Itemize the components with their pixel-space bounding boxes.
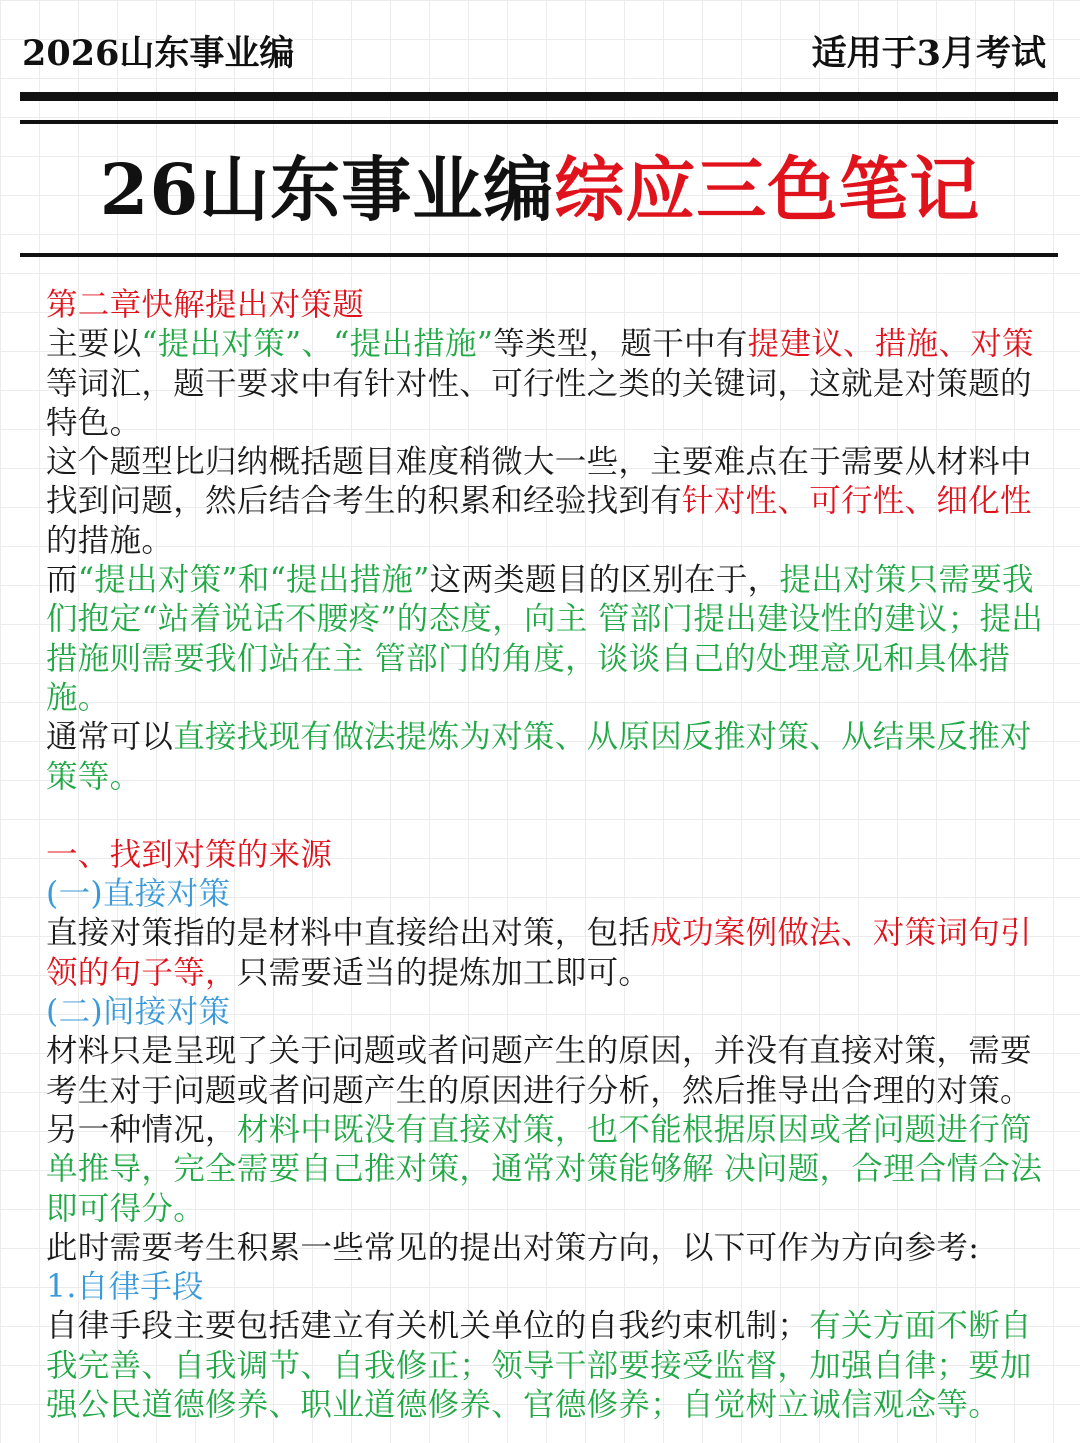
header-left-text: 2026山东事业编	[22, 33, 295, 74]
paragraph-directions: 此时需要考生积累一些常见的提出对策方向，以下可作为方向参考:	[46, 1229, 980, 1266]
subsection-title-direct: (一)直接对策	[46, 876, 231, 913]
p1-text-a: 主要以	[46, 326, 142, 363]
p4-highlight: 直接找现有做法提炼为对策、从原因反推对策、从结果反推对策等。	[46, 719, 1032, 795]
paragraph-direct	[46, 914, 1046, 993]
p1-highlight-types: “提出对策”、“提出措施”	[141, 326, 494, 363]
p6-text-a: 材料只是呈现了关于问题或者问题产生的原因，并没有直接对策，需要考生对于问题或者问题产生的原因进行分析，然后推导出合理的对策。另一种情况，	[46, 1033, 1032, 1148]
paragraph-methods	[46, 718, 1046, 797]
header-bar	[22, 26, 1046, 78]
paragraph-self-discipline	[46, 1307, 1046, 1425]
chapter-title: 第二章快解提出对策题	[46, 287, 365, 323]
p8-text-a: 自律手段主要包括建立有关机关单位的自我约束机制；	[46, 1308, 810, 1345]
divider-thick	[20, 92, 1058, 101]
p1-text-c: 等类型，题干中有	[493, 326, 748, 363]
item-title-self-discipline: 1.自律手段	[46, 1269, 204, 1306]
title-red-part: 综应三色笔记	[554, 148, 981, 231]
paragraph-indirect	[46, 1032, 1046, 1228]
p1-highlight-keywords: 提建议、措施、对策	[747, 326, 1034, 363]
p4-text-a: 通常可以	[46, 719, 174, 756]
p1-text-e: 等词汇，题干要求中有针对性、可行性之类的关键词，这就是对策题的特色。	[46, 365, 1032, 441]
p2-text-a: 这个题型比归纳概括题目难度稍微大一些，主要难点在于需要从材料中找到问题，然后结合考生的积累和经验找到有	[46, 444, 1032, 520]
notes-body	[46, 286, 1046, 1425]
paragraph-intro	[46, 325, 1046, 443]
p3-text-c: 这两类题目的区别在于，	[429, 562, 780, 599]
page-title	[0, 140, 1080, 240]
spacer	[46, 797, 1046, 836]
p2-text-c: 的措施。	[46, 522, 174, 559]
p5-text-a: 直接对策指的是材料中直接给出对策，包括	[46, 915, 651, 952]
paragraph-difficulty	[46, 443, 1046, 561]
divider-thin-top	[20, 120, 1058, 124]
p3-highlight-explanation: 提出对策只需要我们抱定“站着说话不腰疼”的态度，向主 管部门提出建设性的建议；提出措施则需要我们站在主 管部门的角度，谈谈自己的处理意见和具体措施。	[46, 562, 1044, 716]
p5-text-c: 只需要适当的提炼加工即可。	[236, 954, 651, 991]
title-black-part: 26山东事业编	[99, 148, 555, 231]
p2-highlight: 针对性、可行性、细化性	[682, 483, 1032, 520]
p6-highlight: 材料中既没有直接对策，也不能根据原因或者问题进行简单推导，完全需要自己推对策，通常对策能够解 决问题，合理合情合法即可得分。	[46, 1111, 1043, 1227]
p3-highlight-types: “提出对策”和“提出措施”	[77, 562, 430, 599]
paragraph-difference	[46, 561, 1046, 718]
subsection-title-indirect: (二)间接对策	[46, 994, 231, 1031]
p3-text-a: 而	[46, 562, 78, 599]
divider-thin-bottom	[20, 253, 1058, 257]
p8-highlight: 有关方面不断自我完善、自我调节、自我修正；领导干部要接受监督，加强自律；要加强公民道德修养、职业道德修养、官德修养；自觉树立诚信观念等。	[46, 1308, 1032, 1424]
section-title-sources: 一、找到对策的来源	[46, 836, 333, 873]
header-right-text: 适用于3月考试	[811, 33, 1046, 74]
p5-highlight: 成功案例做法、对策词句引 领的句子等，	[46, 915, 1032, 991]
